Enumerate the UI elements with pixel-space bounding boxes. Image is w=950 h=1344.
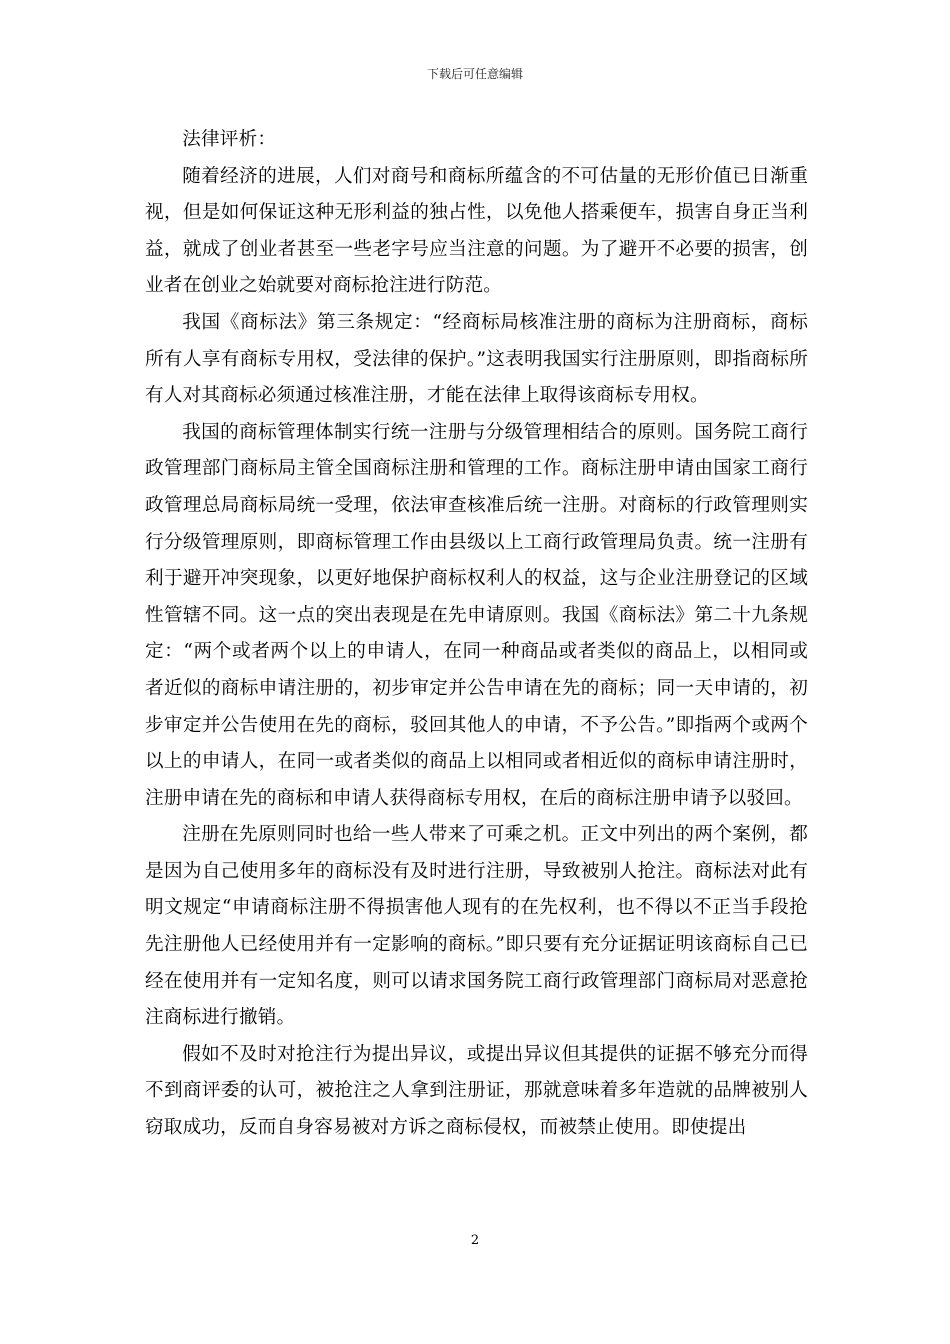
document-body <box>145 122 808 1147</box>
paragraph: 注册在先原则同时也给一些人带来了可乘之机。正文中列出的两个案例，都是因为自己使用多年的商标没有及时进行注册，导致被别人抢注。商标法对此有明文规定“申请商标注册不得损害他人现有的在先权利，也不得以不正当手段抢先注册他人已经使用并有一定影响的商标。”即只要有充分证据证明该商标自己已经在使用并有一定知名度，则可以请求国务院工商行政管理部门商标局对恶意抢注商标进行撤销。 <box>145 824 808 1029</box>
page-number: 2 <box>470 1233 480 1248</box>
paragraph: 我国《商标法》第三条规定：“经商标局核准注册的商标为注册商标，商标所有人享有商标专用权，受法律的保护。”这表明我国实行注册原则，即指商标所有人对其商标必须通过核准注册，才能在法律上取得该商标专用权。 <box>145 311 808 407</box>
paragraph: 假如不及时对抢注行为提出异议，或提出异议但其提供的证据不够充分而得不到商评委的认可，被抢注之人拿到注册证，那就意味着多年造就的品牌被别人窃取成功，反而自身容易被对方诉之商标侵权，而被禁止使用。即使提出 <box>145 1043 808 1139</box>
paragraph: 我国的商标管理体制实行统一注册与分级管理相结合的原则。国务院工商行政管理部门商标局主管全国商标注册和管理的工作。商标注册申请由国家工商行政管理总局商标局统一受理，依法审查核准后统一注册。对商标的行政管理则实行分级管理原则，即商标管理工作由县级以上工商行政管理局负责。统一注册有利于避开冲突现象，以更好地保护商标权利人的权益，这与企业注册登记的区域性管辖不同。这一点的突出表现是在先申请原则。我国《商标法》第二十九条规定：“两个或者两个以上的申请人，在同一种商品或者类似的商品上，以相同或者近似的商标申请注册的，初步审定并公告申请在先的商标；同一天申请的，初步审定并公告使用在先的商标，驳回其他人的申请，不予公告。”即指两个或两个以上的申请人，在同一或者类似的商品上以相同或者相近似的商标申请注册时，注册申请在先的商标和申请人获得商标专用权，在后的商标注册申请予以驳回。 <box>145 421 808 809</box>
paragraph: 随着经济的进展，人们对商号和商标所蕴含的不可估量的无形价值已日渐重视，但是如何保证这种无形利益的独占性，以免他人搭乘便车，损害自身正当利益，就成了创业者甚至一些老字号应当注意的问题。为了避开不必要的损害，创业者在创业之始就要对商标抢注进行防范。 <box>145 165 808 297</box>
section-heading: 法律评析： <box>182 129 277 150</box>
page-header: 下载后可任意编辑 <box>426 67 523 81</box>
